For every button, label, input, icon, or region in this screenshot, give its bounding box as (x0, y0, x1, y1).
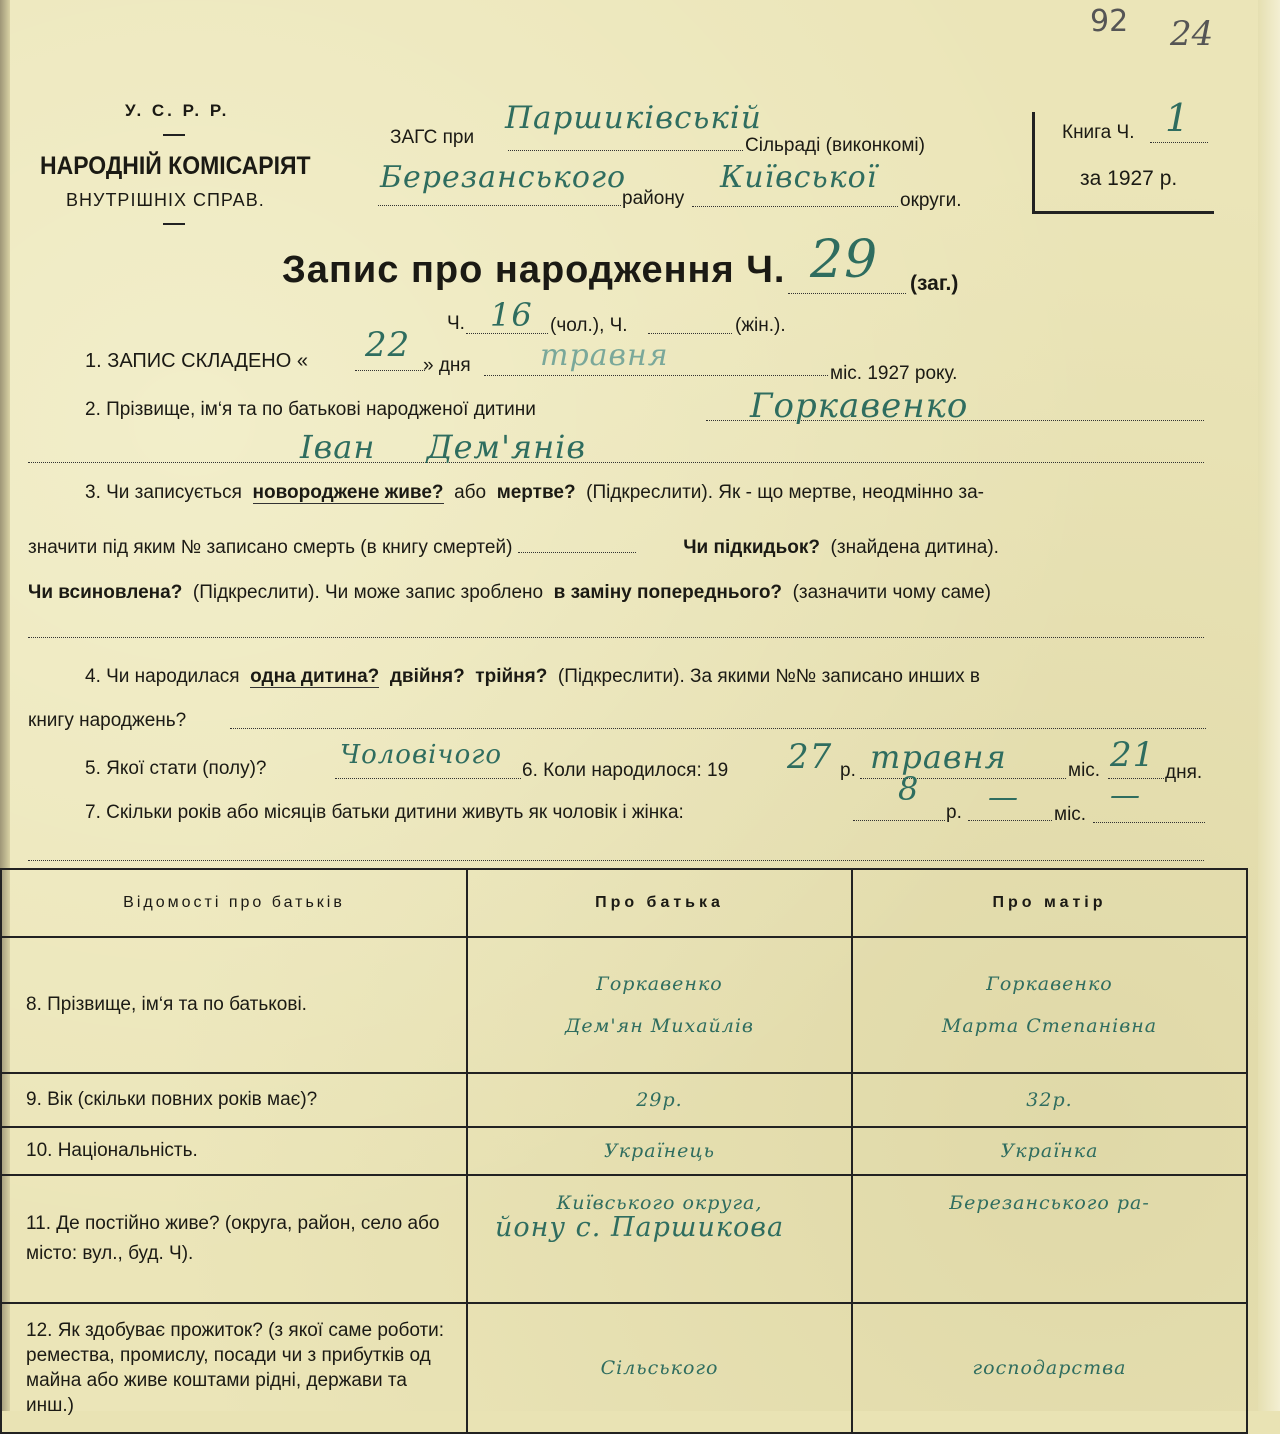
row12-mother: господарства (852, 1303, 1247, 1433)
row11-span-line: йону с. Паршикова (495, 1212, 785, 1243)
paper-right-edge (1258, 0, 1280, 1411)
row10-label: 10. Національність. (1, 1127, 467, 1175)
row10-mother: Українка (852, 1127, 1247, 1175)
item6-year: 27 (787, 737, 833, 777)
book-number: 1 (1165, 96, 1191, 140)
record-number: 29 (810, 230, 879, 290)
zags-district-label: району (622, 188, 685, 209)
zags-okruga: Київської (720, 160, 878, 195)
item1-end: міс. 1927 року. (830, 363, 958, 384)
item5-label: 5. Якої стати (полу)? (85, 758, 267, 779)
item2-surname: Горкавенко (750, 386, 969, 426)
item7-years: 8 (898, 770, 920, 808)
item6-r: р. (840, 760, 856, 781)
corner-note: 92 (1090, 4, 1129, 39)
row8-label: 8. Прізвище, ім‘я та по батькові. (1, 937, 467, 1073)
book-box-left (1032, 112, 1035, 214)
item7-months-2: — (1110, 778, 1141, 813)
item7-mis: міс. (1054, 804, 1087, 825)
item1-mid: » дня (423, 355, 471, 376)
row11-father: Київського округа, (467, 1175, 852, 1303)
row12-label: 12. Як здобуває прожиток? (з якої саме роботи: ремества, промислу, посади чи з прибутків од майна або живе коштами рідні, держави та инш.) (1, 1303, 467, 1433)
row10-father: Українець (467, 1127, 852, 1175)
row9-mother: 32р. (852, 1073, 1247, 1127)
item6-mis: міс. (1068, 760, 1101, 781)
record-title-suffix: (заг.) (910, 272, 959, 295)
item1-month: травня (540, 338, 669, 373)
zags-okruga-label: округи. (900, 190, 962, 211)
item4-line2: книгу народжень? (28, 710, 187, 731)
table-row (1, 1073, 1247, 1127)
zags-prefix: ЗАГС при (390, 127, 475, 148)
subtitle-male-count: 16 (490, 296, 533, 334)
row11-label: 11. Де постійно живе? (округа, район, село або місто: вул., буд. Ч). (1, 1175, 467, 1303)
item4-line1: 4. Чи народилася одна дитина? двійня? трійня? (Підкреслити). За якими №№ записано инших в (85, 666, 980, 687)
item2-name: Іван Дем'янів (300, 428, 586, 466)
item6-dnya: дня. (1165, 762, 1203, 783)
subtitle-female-label: (жін.). (735, 315, 786, 336)
row8-father: Горкавенко Дем'ян Михайлів (467, 937, 852, 1073)
zags-district: Березанського (380, 160, 627, 195)
subtitle-male-label: (чол.), Ч. (550, 315, 628, 336)
item7-r: р. (946, 802, 962, 823)
item7-months: — (988, 780, 1019, 815)
item3-line2: значити під яким № записано смерть (в книгу смертей) Чи підкидьок? (знайдена дитина). (28, 537, 999, 558)
zags-village: Паршиківській (505, 100, 762, 136)
table-row (1, 937, 1247, 1073)
header-internal-affairs: ВНУТРІШНІХ СПРАВ. (66, 190, 265, 210)
item1-day: 22 (365, 325, 411, 365)
table-header-info: Відомості про батьків (1, 869, 467, 937)
header-commissariat: НАРОДНІЙ КОМІСАРІЯТ (40, 152, 311, 180)
table-header-father: Про батька (467, 869, 852, 937)
table-row (1, 1303, 1247, 1433)
book-box-bottom (1032, 211, 1214, 214)
record-title: Запис про народження Ч. (282, 249, 786, 291)
item1-label: 1. ЗАПИС СКЛАДЕНО « (85, 350, 308, 372)
header-ussr: У. С. Р. Р. (125, 101, 230, 120)
book-year: за 1927 р. (1080, 167, 1178, 190)
corner-note-2: 24 (1170, 14, 1214, 54)
item6-label: 6. Коли народилося: 19 (522, 760, 729, 781)
row11-mother: Березанського ра- (852, 1175, 1247, 1303)
subtitle-ch: Ч. (447, 313, 465, 334)
item6-month: травня (870, 738, 1007, 776)
item5-sex: Чоловічого (340, 740, 503, 770)
item6-day: 21 (1110, 735, 1156, 775)
header-dash (163, 134, 185, 136)
table-row (1, 1127, 1247, 1175)
item3-line3: Чи всиновлена? (Підкреслити). Чи може запис зроблено в заміну попереднього? (зазначити чому саме) (28, 582, 991, 603)
item3-line1: 3. Чи записується новороджене живе? або мертве? (Підкреслити). Як - що мертве, неодмінно за- (85, 482, 984, 503)
row12-father: Сільського (467, 1303, 852, 1433)
zags-suffix: Сільраді (виконкомі) (745, 135, 925, 156)
row9-label: 9. Вік (скільки повних років має)? (1, 1073, 467, 1127)
item7-label: 7. Скільки років або місяців батьки дитини живуть як чоловік і жінка: (85, 802, 684, 823)
parents-table (0, 868, 1248, 1434)
item2-label: 2. Прізвище, ім‘я та по батькові народженої дитини (85, 399, 536, 420)
row8-mother: Горкавенко Марта Степанівна (852, 937, 1247, 1073)
table-header-mother: Про матір (852, 869, 1247, 937)
book-label: Книга Ч. (1062, 122, 1135, 143)
header-dash-2 (163, 223, 185, 225)
table-header-row (1, 869, 1247, 937)
row9-father: 29р. (467, 1073, 852, 1127)
